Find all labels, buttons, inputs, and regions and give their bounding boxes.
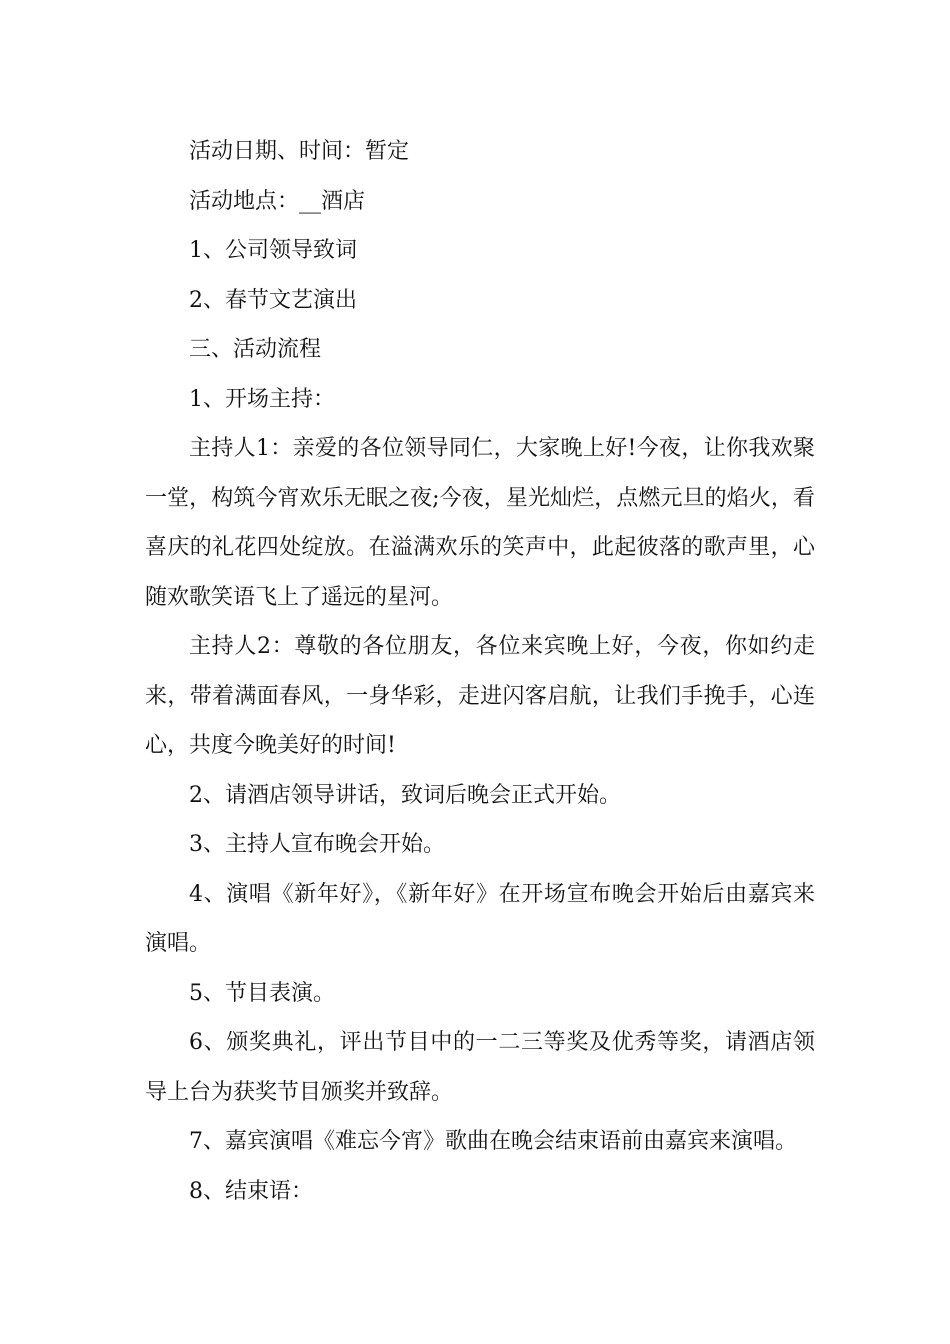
paragraph-host-2: 主持人2：尊敬的各位朋友，各位来宾晚上好，今夜，你如约走来，带着满面春风，一身华彩，走进闪客启航，让我们手挽手，心连心，共度今晚美好的时间! [145,634,815,758]
paragraph-leader-speech: 1、公司领导致词 [189,238,357,263]
paragraph-closing-remarks: 8、结束语： [189,1178,313,1204]
paragraph-song-closing: 7、嘉宾演唱《难忘今宵》歌曲在晚会结束语前由嘉宾来演唱。 [189,1129,797,1154]
section-heading-process: 三、活动流程 [189,337,322,362]
document-body [145,127,815,1216]
paragraph-host-announce: 3、主持人宣布晚会开始。 [189,832,445,857]
paragraph-award-ceremony: 6、颁奖典礼，评出节目中的一二三等奖及优秀等奖，请酒店领导上台为获奖节目颁奖并致辞。 [145,1030,815,1105]
paragraph-event-date: 活动日期、时间：暂定 [189,139,410,164]
paragraph-hotel-leader-speech: 2、请酒店领导讲话，致词后晚会正式开始。 [189,782,621,808]
paragraph-host-1: 主持人1：亲爱的各位领导同仁，大家晚上好!今夜，让你我欢聚一堂，构筑今宵欢乐无眠之夜;今夜，星光灿烂，点燃元旦的焰火，看喜庆的礼花四处绽放。在溢满欢乐的笑声中，此起彼落的歌声里，心随欢歌笑语飞上了遥远的星河。 [145,436,815,610]
paragraph-program-show: 5、节目表演。 [189,980,335,1006]
paragraph-event-location: 活动地点：__酒店 [189,188,366,214]
paragraph-opening-host: 1、开场主持： [189,386,335,412]
paragraph-song-new-year: 4、演唱《新年好》，《新年好》在开场宣布晚会开始后由嘉宾来演唱。 [145,881,815,956]
paragraph-performance: 2、春节文艺演出 [189,287,357,313]
